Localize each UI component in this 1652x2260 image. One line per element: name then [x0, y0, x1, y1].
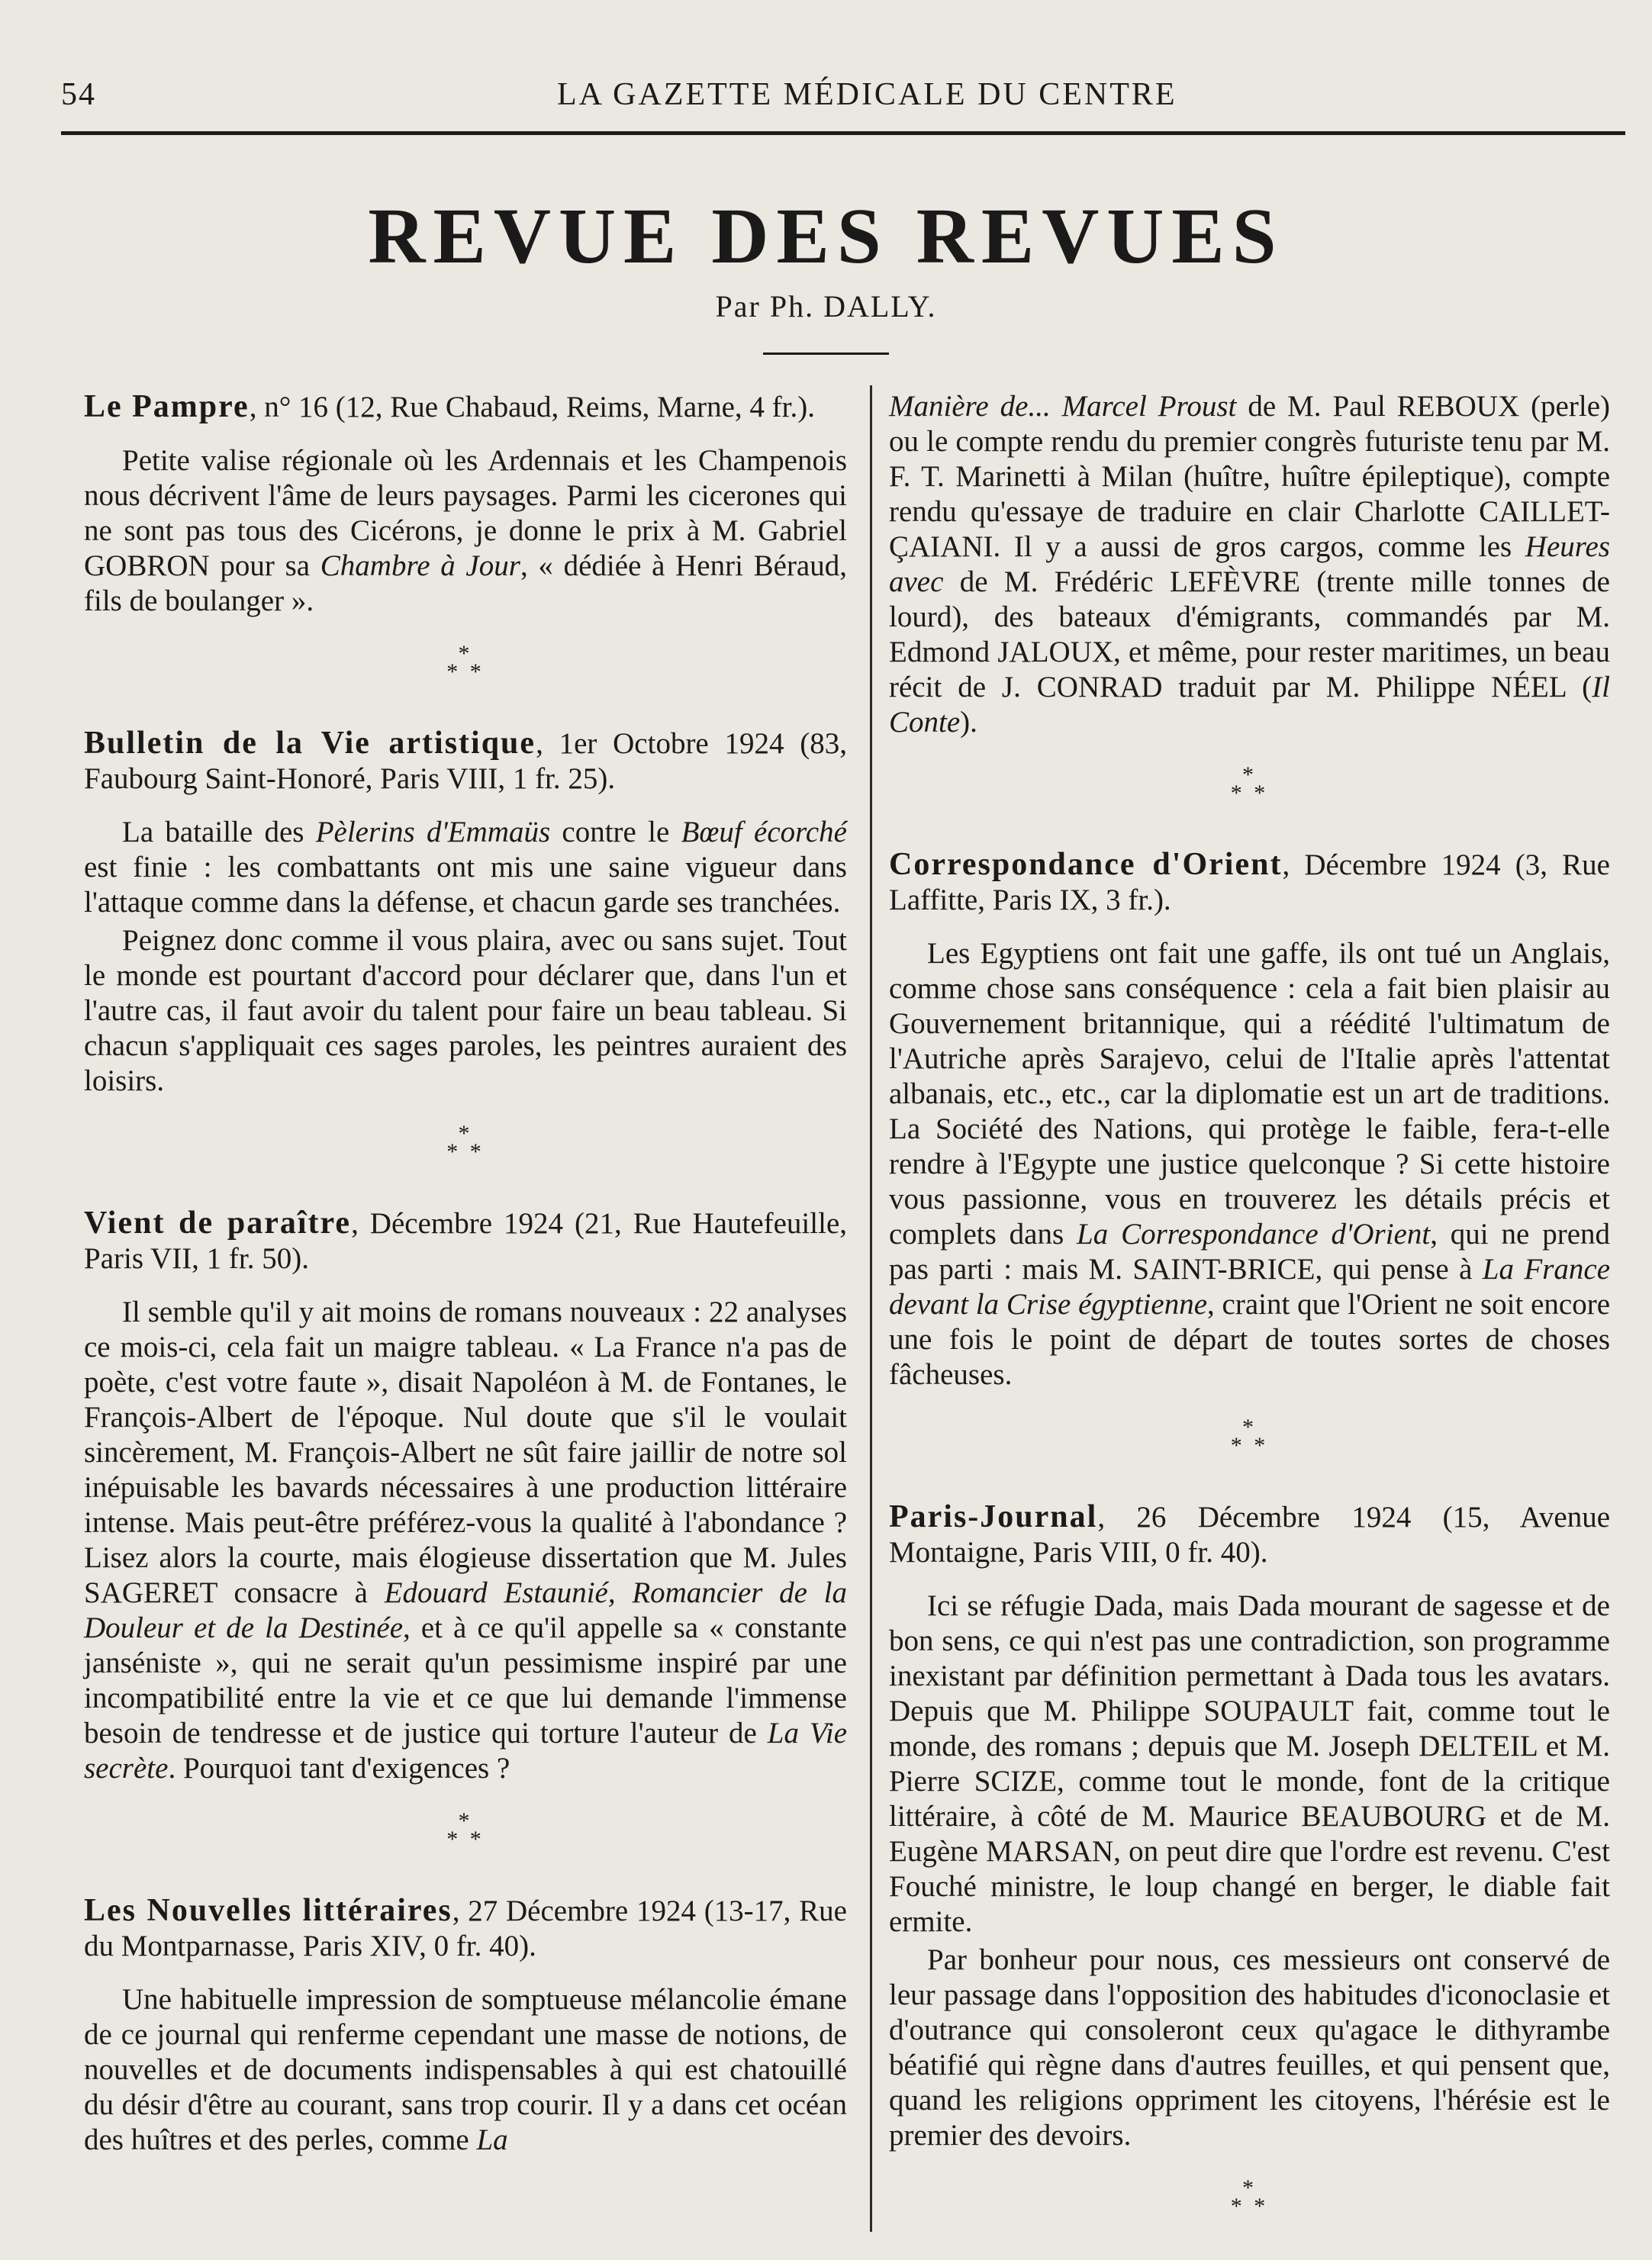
review-entry	[84, 726, 847, 1099]
periodical-title: Bulletin de la Vie artistique	[84, 726, 536, 761]
review-paragraph: Ici se réfugie Dada, mais Dada mourant de sagesse et de bon sens, ce qui n'est pas une contradiction, son programme inexistant par définition permettant à Dada tous les avatars. Depuis que M. Philippe SOUPAULT fait, comme tout le monde, des romans ; depuis que M. Joseph DELTEIL et M. Pierre SCIZE, comme tout le monde, font de la critique littéraire, à côté de M. Maurice BEAUBOURG et de M. Eugène MARSAN, on peut dire que l'ordre est revenu. C'est Fouché ministre, le loup changé en berger, le diable fait ermite.	[889, 1589, 1610, 1938]
review-entry	[84, 389, 847, 619]
asterism-separator: * * *	[446, 641, 485, 684]
asterism-separator: * * *	[446, 1121, 485, 1164]
entry-body	[889, 1589, 1610, 2153]
italic-title: Bœuf écorché	[681, 816, 847, 848]
review-paragraph: Il semble qu'il y ait moins de romans nouveaux : 22 analyses ce mois-ci, cela fait un maigre tableau. « La France n'a pas de poète, c'est votre faute », disait Napoléon à M. de Fontanes, le François-Albert de l'époque. Nul doute que s'il le voulait sincèrement, M. François-Albert ne sût faire jaillir de notre sol inépuisable les bavards nécessaires à une production littéraire intense. Mais peut-être préférez-vous la qualité à l'abondance ? Lisez alors la courte, mais élogieuse dissertation que M. Jules SAGERET consacre à Edouard Estaunié, Romancier de la Douleur et de la Destinée, et à ce qu'il appelle sa « constante janséniste », qui ne serait qu'un pessimisme inspiré par une incompatibilité entre la vie et ce que lui demande l'immense besoin de tendresse et de justice qui torture l'auteur de La Vie secrète. Pourquoi tant d'exigences ?	[84, 1296, 847, 1785]
asterism-separator: * * *	[1230, 2175, 1269, 2219]
entry-heading	[84, 726, 847, 797]
asterism-separator: * * *	[446, 1808, 485, 1852]
italic-title: Chambre à Jour	[320, 549, 520, 582]
periodical-title: Le Pampre	[84, 389, 250, 424]
entry-body	[889, 936, 1610, 1392]
review-paragraph: Les Egyptiens ont fait une gaffe, ils ont tué un Anglais, comme chose sans conséquence : cela a fait bien plaisir au Gouvernement britannique, qui a réédité l'ultimatum de l'Autriche après Sarajevo, celui de l'Italie après l'attentat albanais, etc., etc., car la diplomatie est un art de traditions. La Société des Nations, qui protège le faible, fera-t-elle rendre à l'Egypte une justice quelconque ? Si cette histoire vous passionne, vous en trouverez les détails précis et complets dans La Correspondance d'Orient, qui ne prend pas parti : mais M. SAINT-BRICE, qui pense à La France devant la Crise égyptienne, craint que l'Orient ne soit encore une fois le point de départ de toutes sortes de choses fâcheuses.	[889, 937, 1611, 1391]
review-paragraph: Peignez donc comme il vous plaira, avec ou sans sujet. Tout le monde est pourtant d'accord pour déclarer que, dans l'un et l'autre cas, il faut avoir du talent pour faire un beau tableau. Si chacun s'appliquait ces sages paroles, les peintres auraient des loisirs.	[84, 924, 847, 1097]
review-paragraph: Petite valise régionale où les Ardennais et les Champenois nous décrivent l'âme de leurs paysages. Parmi les cicerones qui ne sont pas tous des Cicérons, je donne le prix à M. Gabriel GOBRON pour sa Chambre à Jour, « dédiée à Henri Béraud, fils de boulanger ».	[84, 444, 847, 617]
right-column	[889, 389, 1610, 2260]
entry-body	[84, 815, 847, 1099]
periodical-title: Vient de paraître	[84, 1206, 352, 1241]
byline: Par Ph. DALLY.	[715, 289, 937, 324]
italic-title: Pèlerins d'Emmaüs	[315, 816, 551, 848]
italic-title: Il Conte	[889, 671, 1610, 739]
asterism-separator: * * *	[1230, 762, 1269, 806]
page-title: REVUE DES REVUES	[368, 192, 1284, 280]
italic-title: La Vie secrète	[84, 1717, 847, 1785]
review-entry	[84, 1893, 847, 2158]
review-entry	[889, 1499, 1610, 2153]
entry-heading	[889, 1499, 1610, 1570]
italic-title: La Correspondance d'Orient	[1077, 1218, 1431, 1251]
periodical-title: Les Nouvelles littéraires	[84, 1893, 452, 1928]
column-divider	[870, 385, 872, 2232]
review-paragraph: Une habituelle impression de somptueuse mélancolie émane de ce journal qui renferme cependant une masse de notions, de nouvelles et de documents indispensables à qui est chatouillé du désir d'être au courant, sans trop courir. Il y a dans cet océan des huîtres et des perles, comme La	[84, 1983, 847, 2156]
asterism-separator: * * *	[1230, 1415, 1269, 1458]
entry-heading	[84, 1206, 847, 1276]
review-entry	[889, 847, 1610, 1392]
periodical-title: Correspondance d'Orient	[889, 847, 1283, 882]
review-entry	[84, 1206, 847, 1786]
periodical-details: , Décembre 1924 (21, Rue Hautefeuille, Paris VII, 1 fr. 50).	[84, 1207, 847, 1275]
review-paragraph: La bataille des Pèlerins d'Emmaüs contre le Bœuf écorché est finie : les combattants ont mis une saine vigueur dans l'attaque comme dans la défense, et chacun garde ses tranchées.	[84, 816, 847, 919]
entry-body	[84, 1295, 847, 1786]
periodical-details: , Décembre 1924 (3, Rue Laffitte, Paris IX, 3 fr.).	[889, 848, 1610, 916]
running-head	[61, 76, 1633, 122]
periodical-title: Paris-Journal	[889, 1499, 1098, 1534]
italic-title: Heures avec	[889, 530, 1610, 598]
entry-heading	[889, 847, 1610, 918]
header-rule	[61, 131, 1625, 135]
page-number: 54	[61, 77, 96, 112]
periodical-details: , 1er Octobre 1924 (83, Faubourg Saint-Honoré, Paris VIII, 1 fr. 25).	[84, 727, 847, 795]
periodical-details: , 27 Décembre 1924 (13-17, Rue du Montparnasse, Paris XIV, 0 fr. 40).	[84, 1895, 847, 1962]
italic-title: La France devant la Crise égyptienne	[889, 1253, 1611, 1321]
periodical-details: , n° 16 (12, Rue Chabaud, Reims, Marne, 4 fr.).	[249, 391, 815, 423]
left-column	[84, 389, 847, 2179]
review-paragraph: Manière de... Marcel Proust de M. Paul REBOUX (perle) ou le compte rendu du premier congrès futuriste tenu par M. F. T. Marinetti à Milan (huître, huître épileptique), compte rendu qu'essaye de traduire en clair Charlotte CAILLET-ÇAIANI. Il y a aussi de gros cargos, comme les Heures avec de M. Frédéric LEFÈVRE (trente mille tonnes de lourd), des bateaux d'émigrants, commandés par M. Edmond JALOUX, et même, pour rester maritimes, un beau récit de J. CONRAD traduit par M. Philippe NÉEL (Il Conte).	[889, 390, 1610, 739]
italic-title: La	[476, 2123, 508, 2156]
byline-rule	[763, 353, 889, 355]
review-paragraph: Par bonheur pour nous, ces messieurs ont conservé de leur passage dans l'opposition des habitudes d'iconoclasie et d'outrance qui consoleront ceux qu'agace le dithyrambe béatifié qui règne dans d'autres feuilles, et qui pensent que, quand les religions oppriment les citoyens, l'hérésie est le premier des devoirs.	[889, 1943, 1610, 2152]
italic-title: Edouard Estaunié, Romancier de la Douleur et de la Destinée	[84, 1576, 847, 1644]
continued-text	[889, 389, 1610, 740]
periodical-details: , 26 Décembre 1924 (15, Avenue Montaigne, Paris VIII, 0 fr. 40).	[889, 1501, 1610, 1569]
journal-name: LA GAZETTE MÉDICALE DU CENTRE	[557, 77, 1177, 112]
entry-heading	[84, 1893, 847, 1964]
entry-body	[84, 1982, 847, 2158]
italic-title: Manière de... Marcel Proust	[889, 390, 1237, 423]
entry-heading	[84, 389, 847, 425]
entry-body	[84, 443, 847, 619]
